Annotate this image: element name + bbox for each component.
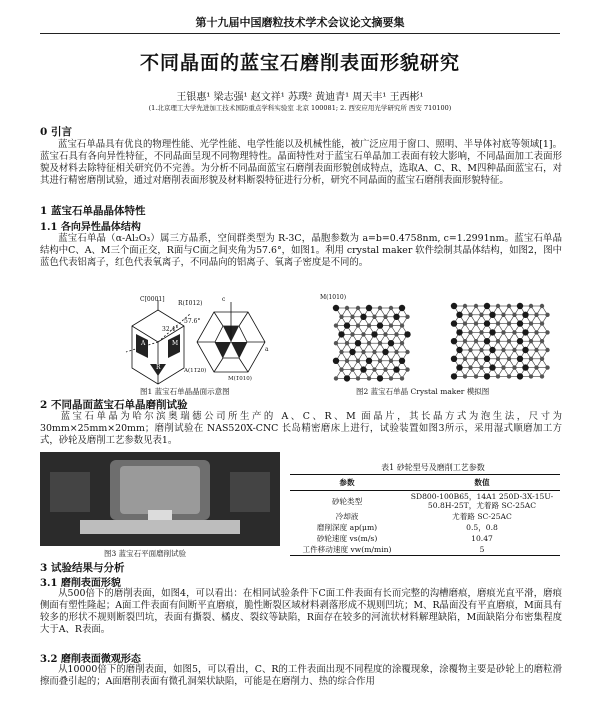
aluminum-ion xyxy=(517,356,523,362)
figure-2-caption: 图2 蓝宝石单晶 Crystal maker 模拟图 xyxy=(356,387,490,396)
oxygen-ion xyxy=(529,321,533,325)
oxygen-ion xyxy=(463,374,467,378)
table-row xyxy=(290,544,560,556)
aluminum-ion xyxy=(360,366,366,372)
oxygen-ion xyxy=(405,350,409,354)
heading-s1-1: 1.1 各向异性晶体结构 xyxy=(40,222,141,233)
oxygen-ion xyxy=(468,313,472,317)
figure-2-crystal-lattice xyxy=(320,294,556,384)
para-s3-2 xyxy=(40,664,562,688)
aluminum-ion xyxy=(355,340,361,346)
oxygen-ion xyxy=(540,321,544,325)
oxygen-ion xyxy=(389,306,393,310)
oxygen-ion xyxy=(545,365,549,369)
para-s3-2-text: 从10000倍下的磨削表面，如图5，可以看出，C、R的工件表面出现不同程度的涂覆现象，涂覆物主要是砂轮上的磨粒滑擦而叠引起的；A面磨削表面有微孔洞架状缺陷，可能是在磨削力、热的综合作用 xyxy=(40,664,562,687)
paper-title: 不同晶面的蓝宝石磨削表面形貌研究 xyxy=(139,52,460,74)
oxygen-ion xyxy=(463,321,467,325)
figure-1-crystal-faces xyxy=(118,296,283,388)
aluminum-ion xyxy=(338,331,344,337)
heading-intro: 0 引言 xyxy=(40,126,72,138)
figure-2-drawing xyxy=(328,298,556,384)
oxygen-ion xyxy=(507,357,511,361)
oxygen-ion xyxy=(463,339,467,343)
oxygen-ion xyxy=(540,357,544,361)
fig1-label-c-axis: C[0001] xyxy=(140,296,165,303)
heading-s1: 1 蓝宝石单晶晶体特性 xyxy=(40,205,146,217)
aluminum-ion xyxy=(484,320,490,326)
oxygen-ion xyxy=(501,330,505,334)
fig1-label-face-m: M xyxy=(172,340,179,347)
oxygen-ion xyxy=(496,321,500,325)
table-1-title: 表1 砂轮型号及磨削工艺参数 xyxy=(381,463,485,472)
oxygen-ion xyxy=(350,367,354,371)
oxygen-ion xyxy=(383,315,387,319)
fig1-label-a-face: A(11̄20) xyxy=(184,368,207,374)
oxygen-ion xyxy=(496,339,500,343)
aluminum-ion xyxy=(522,364,528,370)
oxygen-ion xyxy=(361,350,365,354)
aluminum-ion xyxy=(366,358,372,364)
oxygen-ion xyxy=(534,348,538,352)
running-head: 第十九届中国磨粒技术学术会议论文摘要集 xyxy=(40,14,560,34)
heading-s3: 3 试验结果与分析 xyxy=(40,562,125,574)
para-s2-text: 蓝宝石单晶为哈尔滨奥瑞德公司所生产的 A、C、R、M 面晶片，其长晶方式为泡生法，尺寸为30mm×25mm×20mm；磨削试验在 NAS520X-CNC 长岛精密磨床上进行，试验装置如图3所示，采用湿式顺磨加工方式，砂轮及磨削工艺参数见表1。 xyxy=(40,411,562,446)
oxygen-ion xyxy=(345,306,349,310)
aluminum-ion xyxy=(366,305,372,311)
aluminum-ion xyxy=(456,364,462,370)
oxygen-ion xyxy=(474,374,478,378)
oxygen-ion xyxy=(339,315,343,319)
oxygen-ion xyxy=(405,367,409,371)
aluminum-ion xyxy=(489,312,495,318)
oxygen-ion xyxy=(479,348,483,352)
table-cell: 砂轮速度 vs(m/s) xyxy=(316,534,378,543)
oxygen-ion xyxy=(463,357,467,361)
oxygen-ion xyxy=(534,330,538,334)
table-cell: SD800-100B65，14A1 250D-3X-15U-50.8H-25T，尤着路 SC-25AC xyxy=(410,492,554,510)
oxygen-ion xyxy=(529,374,533,378)
table-header: 参数 xyxy=(290,475,404,491)
fig1-label-angle-57: 57.6° xyxy=(184,318,201,325)
fig1-label-c: c xyxy=(222,296,226,303)
aluminum-ion xyxy=(456,329,462,335)
aluminum-ion xyxy=(484,303,490,309)
table-cell: 工件移动速度 vw(m/min) xyxy=(290,544,404,556)
aluminum-ion xyxy=(333,358,339,364)
oxygen-ion xyxy=(356,359,360,363)
oxygen-ion xyxy=(534,313,538,317)
table-cell: 冷却液 xyxy=(335,512,359,521)
oxygen-ion xyxy=(474,357,478,361)
oxygen-ion xyxy=(356,323,360,327)
oxygen-ion xyxy=(334,376,338,380)
aluminum-ion xyxy=(517,303,523,309)
table-row xyxy=(290,533,560,544)
oxygen-ion xyxy=(400,376,404,380)
aluminum-ion xyxy=(371,331,377,337)
oxygen-ion xyxy=(372,350,376,354)
heading-s3-2: 3.2 磨削表面微观形态 xyxy=(40,654,141,665)
oxygen-ion xyxy=(501,313,505,317)
oxygen-ion xyxy=(345,359,349,363)
oxygen-ion xyxy=(507,339,511,343)
oxygen-ion xyxy=(334,341,338,345)
oxygen-ion xyxy=(540,339,544,343)
oxygen-ion xyxy=(540,304,544,308)
heading-s3-1: 3.1 磨削表面形貌 xyxy=(40,578,121,589)
fig2-label-m: M(1010) xyxy=(320,294,347,301)
heading-s2: 2 不同晶面蓝宝石单晶磨削试验 xyxy=(40,399,188,411)
figure-1-caption: 图1 蓝宝石单晶晶面示意图 xyxy=(140,387,230,396)
oxygen-ion xyxy=(512,365,516,369)
oxygen-ion xyxy=(350,315,354,319)
table-row xyxy=(290,491,560,512)
oxygen-ion xyxy=(463,304,467,308)
aluminum-ion xyxy=(399,358,405,364)
oxygen-ion xyxy=(356,306,360,310)
oxygen-ion xyxy=(545,330,549,334)
oxygen-ion xyxy=(334,323,338,327)
oxygen-ion xyxy=(378,306,382,310)
aluminum-ion xyxy=(451,320,457,326)
para-intro xyxy=(40,139,562,187)
oxygen-ion xyxy=(350,332,354,336)
fig1-label-r-face: R(1̄012) xyxy=(178,300,203,307)
oxygen-ion xyxy=(389,359,393,363)
aluminum-ion xyxy=(484,338,490,344)
figure-3-caption: 图3 蓝宝石平面磨削试验 xyxy=(104,549,187,558)
oxygen-ion xyxy=(512,330,516,334)
aluminum-ion xyxy=(360,314,366,320)
oxygen-ion xyxy=(378,341,382,345)
oxygen-ion xyxy=(468,330,472,334)
aluminum-ion xyxy=(522,329,528,335)
oxygen-ion xyxy=(372,315,376,319)
aluminum-ion xyxy=(388,340,394,346)
figure-3-photo xyxy=(40,452,280,546)
aluminum-ion xyxy=(451,373,457,379)
table-1-params xyxy=(290,474,560,556)
table-cell: 10.47 xyxy=(471,534,493,543)
para-s3-1 xyxy=(40,588,562,636)
oxygen-ion xyxy=(405,315,409,319)
oxygen-ion xyxy=(345,341,349,345)
oxygen-ion xyxy=(501,365,505,369)
aluminum-ion xyxy=(393,314,399,320)
oxygen-ion xyxy=(378,359,382,363)
aluminum-ion xyxy=(344,375,350,381)
table-row xyxy=(290,511,560,522)
fig1-label-face-r: R xyxy=(156,364,161,371)
aluminum-ion xyxy=(377,375,383,381)
oxygen-ion xyxy=(496,304,500,308)
para-s1-1-text: 蓝宝石单晶（α-Al₂O₃）属三方晶系，空间群类型为 R-3C，晶胞参数为 a=b=0.4758nm, c=1.2991nm。蓝宝石单晶结构中C、A、M三个面正交，R面与C面之间夹角为57.6°，如图1。利用 crystal maker 软件绘制其晶体结构，如图2，图中蓝色代表铝离子，红色代表氧离子，不同晶向的铝离子、氧离子密度是不同的。 xyxy=(40,233,562,268)
table-cell: 5 xyxy=(404,544,560,556)
oxygen-ion xyxy=(389,323,393,327)
aluminum-ion xyxy=(333,305,339,311)
table-cell: 尤着路 SC-25AC xyxy=(452,512,512,521)
aluminum-ion xyxy=(484,373,490,379)
para-intro-text: 蓝宝石单晶具有优良的物理性能、光学性能、电学性能以及机械性能，被广泛应用于窗口、照明、半导体衬底等领域[1]。蓝宝石具有各向异性特征，不同晶面呈现不同物理特性。晶面特性对于蓝宝石单晶加工表面有较大影响，不同晶面加工表面形貌及材料去除特征相关研究仍不完善。为分析不同晶面蓝宝石磨削表面形貌创成特点，选取A、C、R、M四种晶面蓝宝石，对其进行精密磨削试验，通过对磨削表面形貌及材料断裂特征进行分析，研究不同晶面的蓝宝石磨削表面形貌特征。 xyxy=(40,139,562,186)
oxygen-ion xyxy=(474,304,478,308)
oxygen-ion xyxy=(501,348,505,352)
oxygen-ion xyxy=(512,313,516,317)
aluminum-ion xyxy=(456,312,462,318)
oxygen-ion xyxy=(468,348,472,352)
aluminum-ion xyxy=(451,356,457,362)
aluminum-ion xyxy=(349,349,355,355)
oxygen-ion xyxy=(545,348,549,352)
oxygen-ion xyxy=(507,374,511,378)
aluminum-ion xyxy=(522,347,528,353)
oxygen-ion xyxy=(361,332,365,336)
oxygen-ion xyxy=(339,367,343,371)
aluminum-ion xyxy=(399,305,405,311)
aluminum-ion xyxy=(451,303,457,309)
aluminum-ion xyxy=(522,312,528,318)
oxygen-ion xyxy=(372,367,376,371)
oxygen-ion xyxy=(468,365,472,369)
table-header: 数值 xyxy=(404,475,560,491)
author-list: 王银惠¹ 梁志强¹ 赵文祥¹ 苏璞² 黄迪青¹ 周天丰¹ 王西彬¹ xyxy=(176,92,424,103)
para-s1-1 xyxy=(40,233,562,269)
affiliation: (1.北京理工大学先进加工技术国防重点学科实验室 北京 100081; 2. 西安应用光学研究所 西安 710100) xyxy=(148,104,452,112)
aluminum-ion xyxy=(456,347,462,353)
oxygen-ion xyxy=(367,376,371,380)
aluminum-ion xyxy=(404,331,410,337)
oxygen-ion xyxy=(507,304,511,308)
para-s2 xyxy=(40,411,562,447)
oxygen-ion xyxy=(400,341,404,345)
aluminum-ion xyxy=(382,349,388,355)
oxygen-ion xyxy=(339,350,343,354)
table-cell: 磨削深度 ap(μm) xyxy=(316,523,378,532)
oxygen-ion xyxy=(367,341,371,345)
aluminum-ion xyxy=(377,322,383,328)
fig1-label-a: a xyxy=(265,346,269,353)
aluminum-ion xyxy=(489,347,495,353)
para-s3-1-text: 从500倍下的磨削表面，如图4，可以看出：在相同试验条件下C面工件表面有长而完整的沟槽磨痕，磨痕光直平滑，磨痕侧面有塑性隆起；A面工件表面有间断平直磨痕，脆性断裂区域材料剥落形成不规则凹坑；M、R晶面没有平直磨痕，M面具有较多的形状不规则断裂凹坑，表面有撕裂、橘皮、裂纹等缺陷，R面存在较多的河流状材料解理缺陷，M面缺陷分布密集程度大于A、R表面。 xyxy=(40,588,562,635)
fig1-label-m-face: M(1̄010) xyxy=(228,376,252,382)
aluminum-ion xyxy=(517,320,523,326)
oxygen-ion xyxy=(479,365,483,369)
oxygen-ion xyxy=(367,323,371,327)
oxygen-ion xyxy=(529,304,533,308)
oxygen-ion xyxy=(529,339,533,343)
fig1-label-face-a: A xyxy=(141,340,146,347)
oxygen-ion xyxy=(496,357,500,361)
aluminum-ion xyxy=(344,322,350,328)
oxygen-ion xyxy=(394,332,398,336)
oxygen-ion xyxy=(479,330,483,334)
oxygen-ion xyxy=(540,374,544,378)
table-row xyxy=(290,522,560,533)
oxygen-ion xyxy=(389,376,393,380)
aluminum-ion xyxy=(517,338,523,344)
fig1-label-angle-32: 32.4° xyxy=(162,326,179,333)
table-cell: 砂轮类型 xyxy=(331,496,363,506)
oxygen-ion xyxy=(529,357,533,361)
oxygen-ion xyxy=(545,313,549,317)
oxygen-ion xyxy=(356,376,360,380)
oxygen-ion xyxy=(496,374,500,378)
aluminum-ion xyxy=(484,356,490,362)
oxygen-ion xyxy=(383,332,387,336)
oxygen-ion xyxy=(534,365,538,369)
table-cell: 0.5，0.8 xyxy=(466,523,498,532)
aluminum-ion xyxy=(451,338,457,344)
aluminum-ion xyxy=(517,373,523,379)
oxygen-ion xyxy=(394,350,398,354)
grinding-setup-drawing xyxy=(40,452,280,546)
aluminum-ion xyxy=(393,366,399,372)
oxygen-ion xyxy=(400,323,404,327)
oxygen-ion xyxy=(512,348,516,352)
oxygen-ion xyxy=(479,313,483,317)
oxygen-ion xyxy=(507,321,511,325)
oxygen-ion xyxy=(474,321,478,325)
oxygen-ion xyxy=(383,367,387,371)
oxygen-ion xyxy=(474,339,478,343)
aluminum-ion xyxy=(489,329,495,335)
aluminum-ion xyxy=(489,364,495,370)
